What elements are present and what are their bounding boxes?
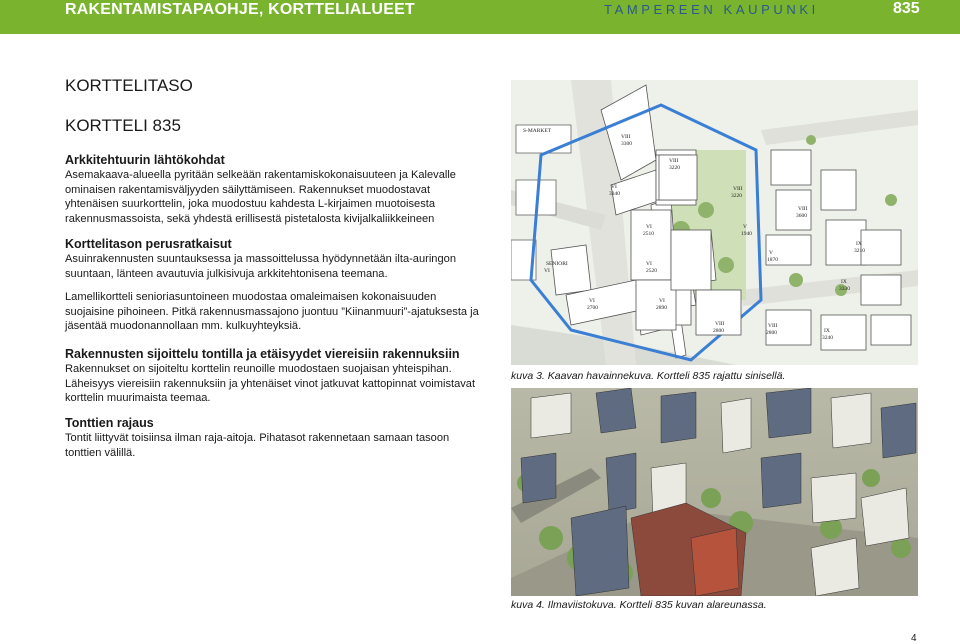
section-heading: Rakennusten sijoittelu tontilla ja etäisyydet viereisiin rakennuksiin — [65, 347, 460, 361]
plan-label: VI — [646, 261, 652, 267]
city-name: TAMPEREEN KAUPUNKI — [604, 2, 819, 17]
section-plot-boundaries — [65, 416, 485, 460]
figure-caption: kuva 3. Kaavan havainnekuva. Kortteli 835 rajattu sinisellä. — [511, 370, 786, 382]
page-number: 4 — [911, 633, 917, 644]
plan-label: VIII — [669, 158, 679, 164]
plan-label: 2800 — [713, 328, 724, 334]
section-text: Rakennukset on sijoiteltu korttelin reunoille muodostaen suojaisan yhteispihan. Läheisyys viereisiin rakennuksiin ja yhtenäiset vinot jatkuvat kattopinnat voimistavat korttelin muurimaista teemaa. — [65, 363, 476, 405]
section-lamella — [65, 290, 485, 334]
aerial-view-image — [511, 388, 918, 596]
plan-label: VI — [544, 268, 550, 274]
plan-label: 2800 — [766, 330, 777, 336]
block-title: KORTTELI 835 — [65, 116, 181, 135]
plan-label: VIII — [798, 206, 808, 212]
plan-label: 3240 — [822, 335, 833, 341]
plan-label: SENIORI — [546, 261, 568, 267]
document-title: RAKENTAMISTAPAOHJE, KORTTELIALUEET — [65, 1, 415, 18]
block-number: 835 — [893, 0, 920, 17]
plan-label: 3210 — [854, 248, 865, 254]
section-placement — [65, 347, 485, 406]
site-plan-drawing — [511, 80, 918, 365]
plan-label: 2510 — [643, 231, 654, 237]
section-heading: Arkkitehtuurin lähtökohdat — [65, 153, 225, 167]
section-heading: Tonttien rajaus — [65, 416, 154, 430]
plan-label: 2890 — [656, 305, 667, 311]
plan-label: IX — [824, 328, 830, 334]
plan-label: V — [769, 250, 773, 256]
plan-label: 3330 — [839, 286, 850, 292]
plan-label: IX — [856, 241, 862, 247]
plan-label: VI — [611, 184, 617, 190]
section-heading: Korttelitason perusratkaisut — [65, 237, 232, 251]
plan-label: 3220 — [731, 193, 742, 199]
site-plan-figure — [511, 80, 918, 365]
figure-caption: kuva 4. Ilmaviistokuva. Kortteli 835 kuvan alareunassa. — [511, 599, 767, 611]
plan-label: S-MARKET — [523, 128, 552, 134]
plan-label: VI — [646, 224, 652, 230]
plan-label: 1870 — [767, 257, 778, 263]
section-basic-solutions — [65, 237, 485, 281]
level-title: KORTTELITASO — [65, 76, 193, 95]
plan-label: 3340 — [609, 191, 620, 197]
plan-label: VIII — [733, 186, 743, 192]
header-bar — [0, 0, 960, 34]
plan-label: VIII — [768, 323, 778, 329]
plan-label: 2520 — [646, 268, 657, 274]
plan-label: VI — [659, 298, 665, 304]
plan-label: 3220 — [669, 165, 680, 171]
plan-label: V — [743, 224, 747, 230]
section-text: Tontit liittyvät toisiinsa ilman raja-aitoja. Pihatasot rakennetaan samaan tasoon tonttien välillä. — [65, 432, 450, 459]
plan-label: VIII — [715, 321, 725, 327]
section-text: Asuinrakennusten suuntauksessa ja massoittelussa hyödynnetään ilta-auringon suuntaan, länteen avautuvia julkisivuja arkkitehtonisena teemana. — [65, 253, 456, 280]
plan-label: IX — [841, 279, 847, 285]
plan-label: 3300 — [621, 141, 632, 147]
section-text: Asemakaava-alueella pyritään selkeään rakentamiskokonaisuuteen ja Kalevalle ominaisen rakentamisväljyyden säilyttämiseen. Rakennukset muodostavat yhtenäisen suurkorttelin, joka muodostuu kahdesta L-kirjaimen muotoisesta rakennusmassoista, sekä yhdestä erillisestä pistetalosta kivijalkaliikkeineen — [65, 169, 456, 226]
aerial-view-figure — [511, 388, 918, 596]
plan-label: 3600 — [796, 213, 807, 219]
section-architecture — [65, 153, 485, 227]
plan-label: 2700 — [587, 305, 598, 311]
plan-label: VIII — [621, 134, 631, 140]
section-text: Lamellikortteli senioriasuntoineen muodostaa omaleimaisen kokonaisuuden suojaisine pihoineen. Pitkä rakennusmassajono juontuu ”Kiinanmuuri”-ajatuksesta ja jäsentää muodonannollaan mm. kulkuyhteyksiä. — [65, 291, 479, 333]
plan-label: 1940 — [741, 231, 752, 237]
plan-label: VI — [589, 298, 595, 304]
